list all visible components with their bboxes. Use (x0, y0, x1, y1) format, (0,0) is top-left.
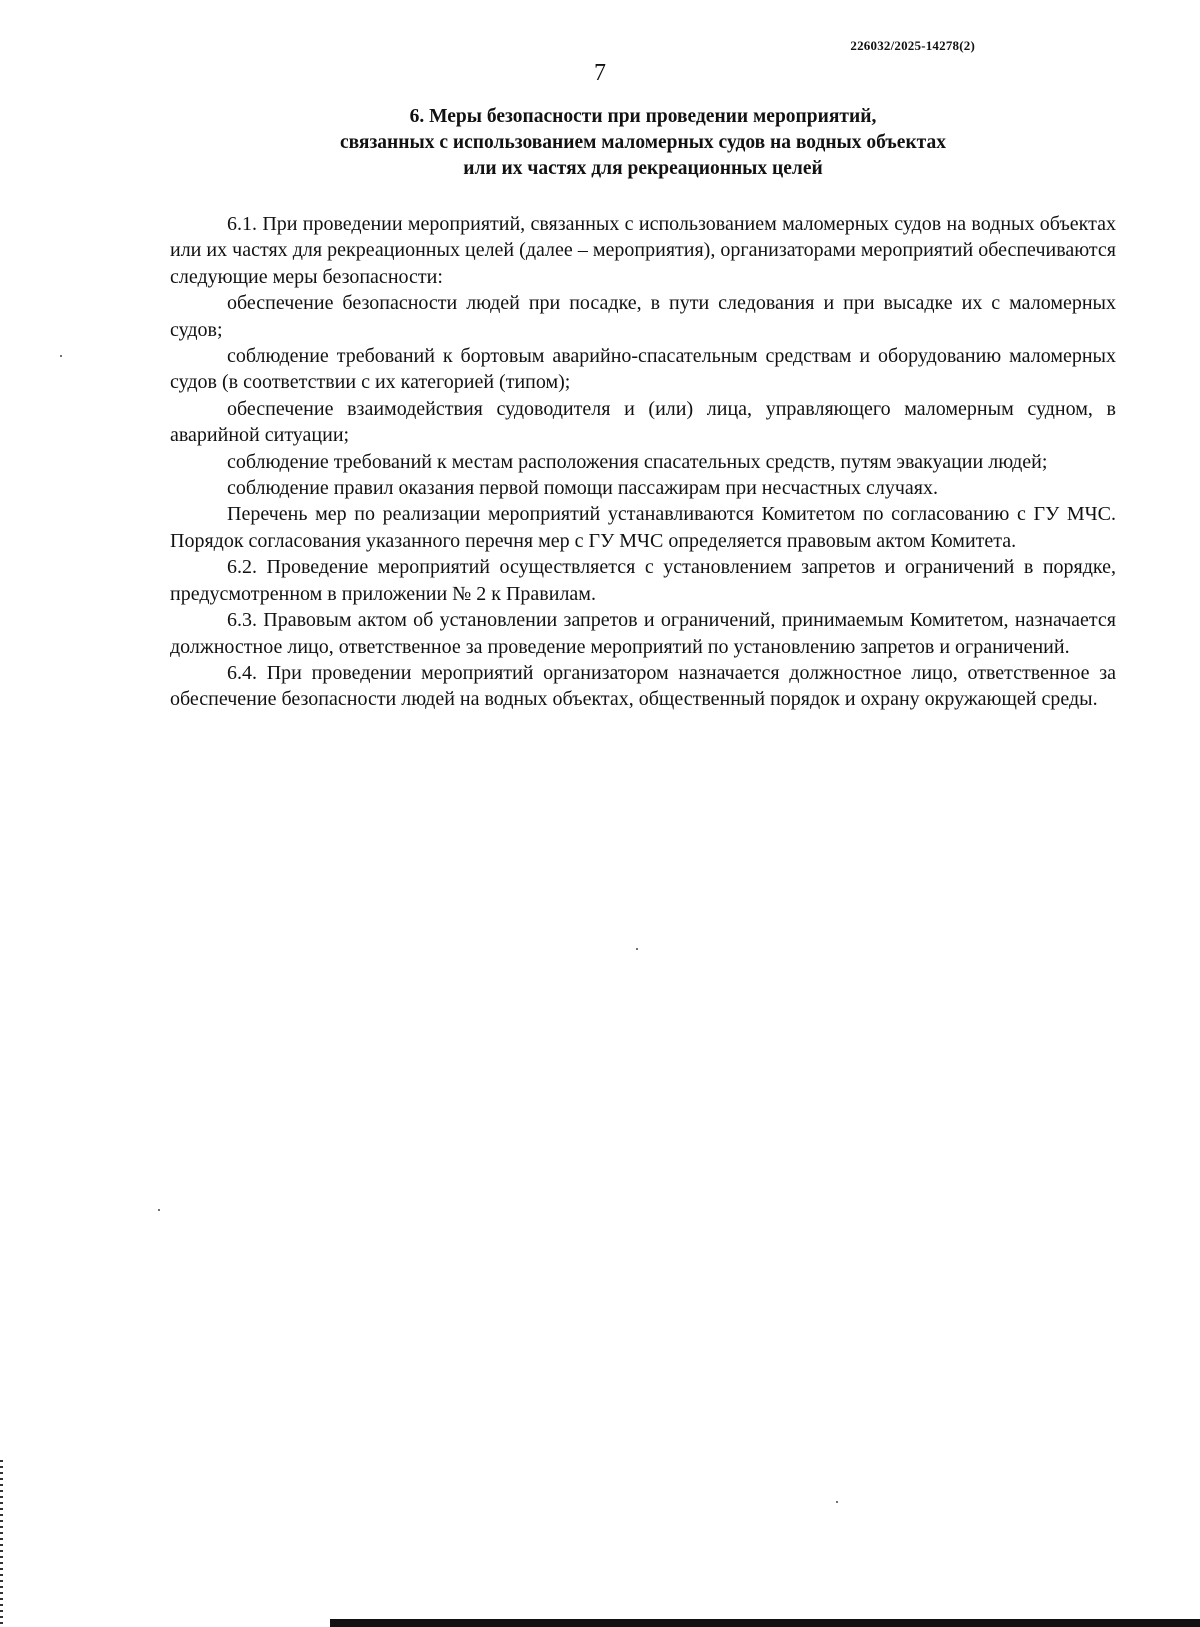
list-item-boarding-safety: обеспечение безопасности людей при посадке, в пути следования и при высадке их с маломерных судов; (170, 292, 1116, 341)
section-title-line: 6. Меры безопасности при проведении мероприятий, (409, 106, 877, 127)
paragraph-measures-list: Перечень мер по реализации мероприятий устанавливаются Комитетом по согласованию с ГУ МЧС. Порядок согласования указанного перечня мер с ГУ МЧС определяется правовым актом Комитета. (170, 503, 1116, 552)
scan-speck (60, 355, 62, 357)
list-item-evacuation-routes: соблюдение требований к местам расположения спасательных средств, путям эвакуации людей; (227, 450, 1048, 473)
paragraph-6-3: 6.3. Правовым актом об установлении запретов и ограничений, принимаемым Комитетом, назначается должностное лицо, ответственное за проведение мероприятий по установлению запретов и ограничений. (170, 609, 1116, 658)
section-title-line: или их частях для рекреационных целей (463, 158, 823, 179)
scan-bottom-border (330, 1619, 1200, 1627)
scan-speck (836, 1501, 838, 1503)
paragraph-6-4: 6.4. При проведении мероприятий организатором назначается должностное лицо, ответственное за обеспечение безопасности людей на водных объектах, общественный порядок и охрану окружающей среды. (170, 661, 1116, 711)
page-number: 7 (594, 60, 606, 86)
scan-speck (158, 1209, 160, 1211)
list-item-rescue-equipment: соблюдение требований к бортовым аварийно-спасательным средствам и оборудованию маломерных судов (в соответствии с их категорией (типом); (170, 345, 1116, 394)
list-item-first-aid: соблюдение правил оказания первой помощи пассажирам при несчастных случаях. (227, 477, 939, 500)
section-title (170, 104, 1116, 182)
section-title-line: связанных с использованием маломерных судов на водных объектах (339, 132, 947, 153)
section-body (170, 211, 1116, 713)
scan-edge-mark (0, 1460, 3, 1627)
paragraph-6-1: 6.1. При проведении мероприятий, связанных с использованием маломерных судов на водных объектах или их частях для рекреационных целей (далее – мероприятия), организаторами мероприятий обеспечиваются следующие меры безопасности: (170, 213, 1116, 288)
scan-speck (636, 948, 638, 950)
document-registration-number: 226032/2025-14278(2) (850, 38, 975, 53)
paragraph-6-2: 6.2. Проведение мероприятий осуществляется с установлением запретов и ограничений в порядке, предусмотренном в приложении № 2 к Правилам. (170, 556, 1116, 605)
list-item-emergency-interaction: обеспечение взаимодействия судоводителя и (или) лица, управляющего маломерным судном, в аварийной ситуации; (170, 397, 1116, 447)
